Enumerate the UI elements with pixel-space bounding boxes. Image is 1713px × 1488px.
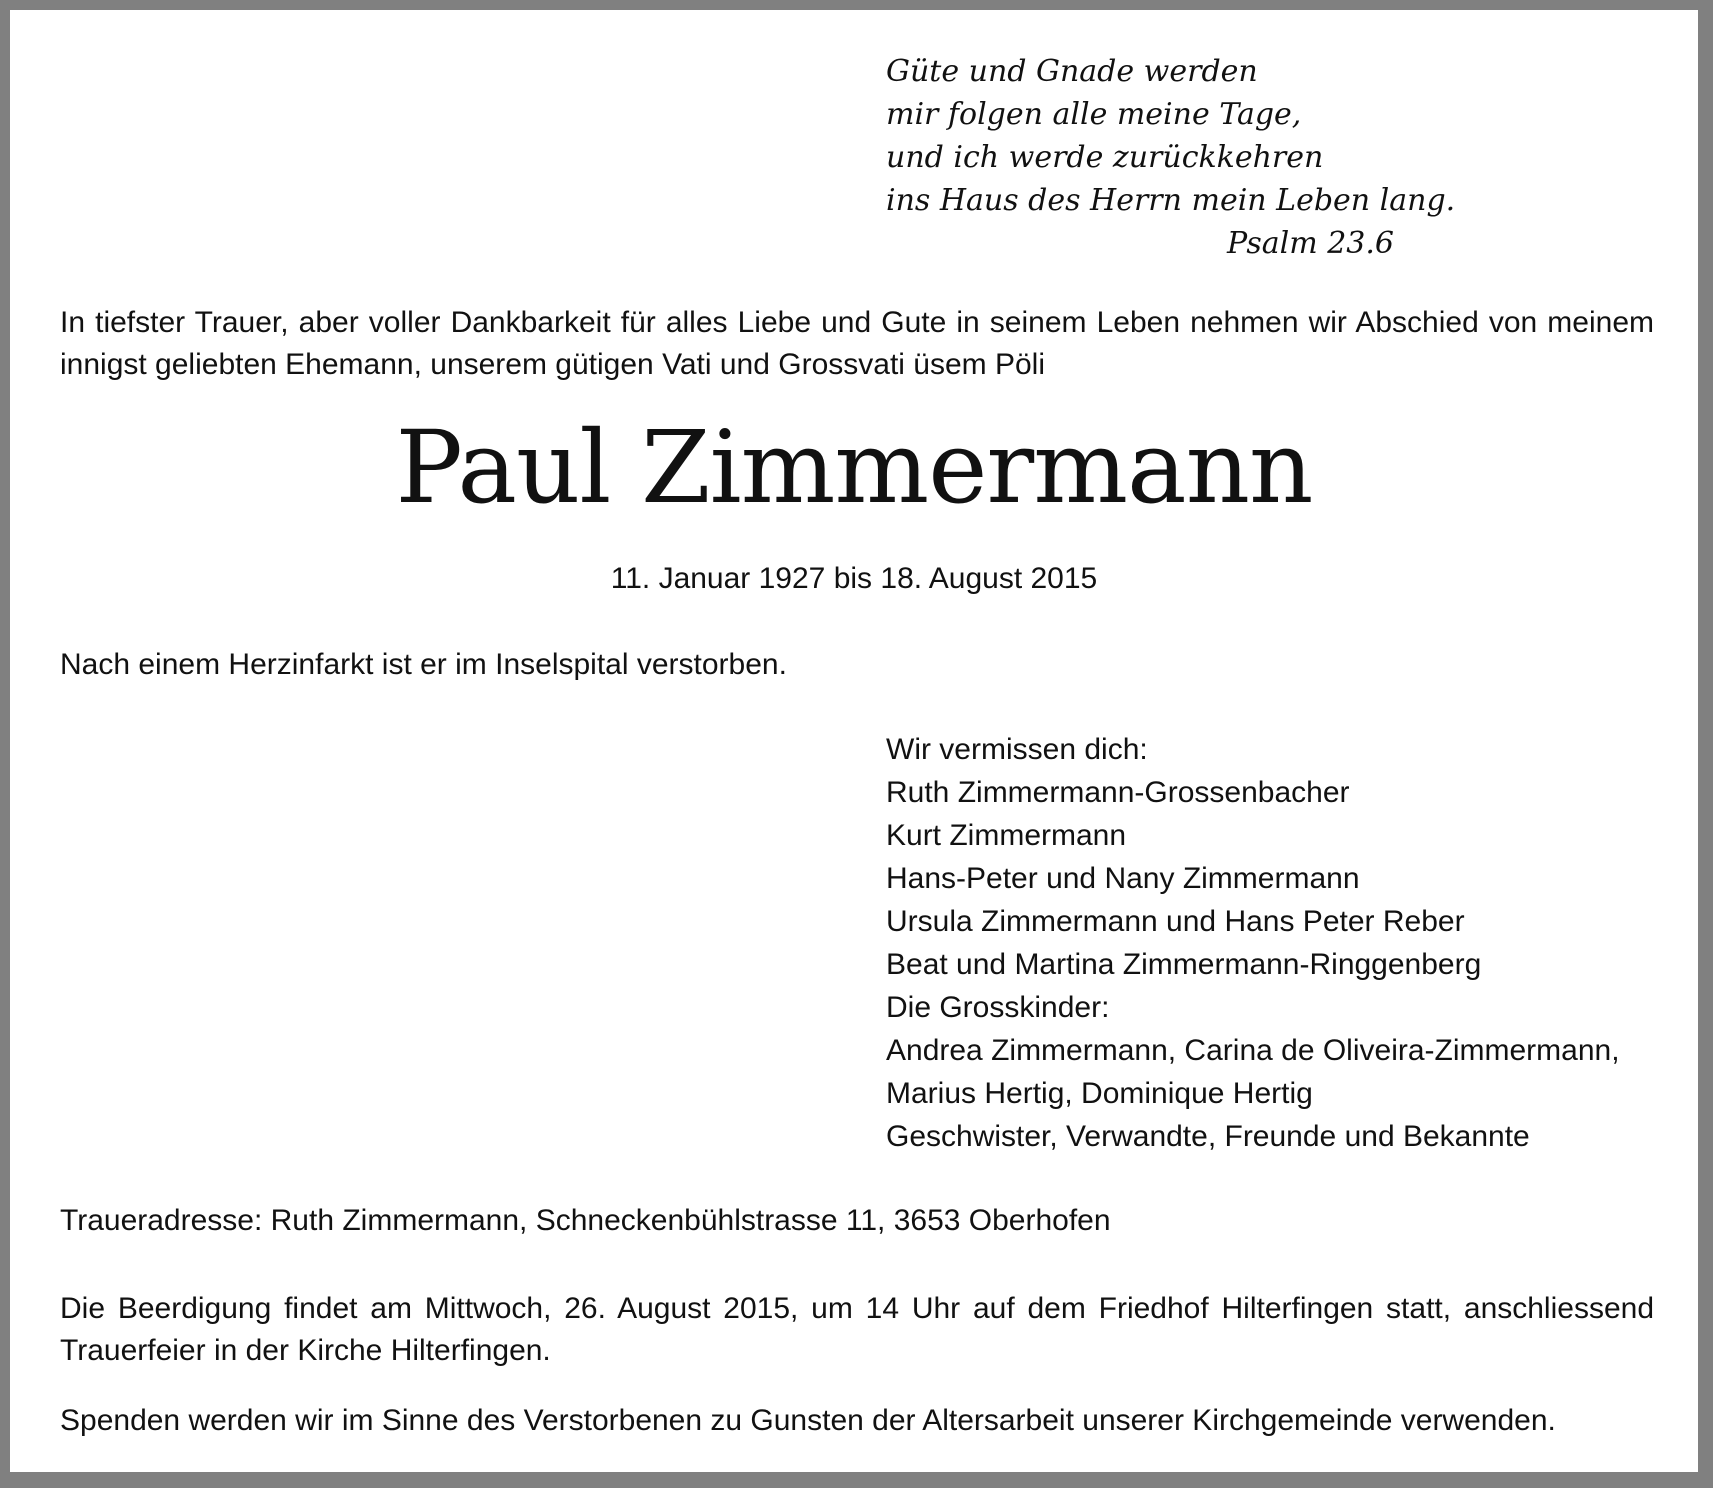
psalm-line: Güte und Gnade werden	[886, 54, 1258, 89]
donations-note: Spenden werden wir im Sinne des Verstorbenen zu Gunsten der Altersarbeit unserer Kirchgemeinde verwenden.	[60, 1404, 1556, 1437]
mourner-line: Marius Hertig, Dominique Hertig	[886, 1077, 1313, 1110]
mourner-line: Kurt Zimmermann	[886, 819, 1127, 852]
obituary-notice	[10, 10, 1698, 1472]
psalm-line: und ich werde zurückkehren	[886, 140, 1324, 175]
death-note: Nach einem Herzinfarkt ist er im Inselspital verstorben.	[60, 648, 787, 681]
life-dates: 11. Januar 1927 bis 18. August 2015	[610, 562, 1098, 595]
mourner-line: Ursula Zimmermann und Hans Peter Reber	[886, 905, 1465, 938]
mourners-list	[886, 728, 1676, 1158]
psalm-quote	[886, 50, 1456, 265]
intro-paragraph: In tiefster Trauer, aber voller Dankbarkeit für alles Liebe und Gute in seinem Leben nehmen wir Abschied von meinem innigst geliebten Ehemann, unserem gütigen Vati und Grossvati üsem Pöli	[60, 306, 1654, 381]
psalm-reference: Psalm 23.6	[1226, 226, 1394, 261]
psalm-line: ins Haus des Herrn mein Leben lang.	[886, 183, 1456, 218]
mourner-line: Ruth Zimmermann-Grossenbacher	[886, 776, 1350, 809]
mourner-line: Andrea Zimmermann, Carina de Oliveira-Zimmermann,	[886, 1034, 1620, 1067]
mourner-line: Die Grosskinder:	[886, 991, 1110, 1024]
mourning-address: Traueradresse: Ruth Zimmermann, Schneckenbühlstrasse 11, 3653 Oberhofen	[60, 1204, 1111, 1237]
psalm-line: mir folgen alle meine Tage,	[886, 97, 1302, 132]
funeral-details: Die Beerdigung findet am Mittwoch, 26. August 2015, um 14 Uhr auf dem Friedhof Hilterfingen statt, anschliessend Trauerfeier in der Kirche Hilterfingen.	[60, 1292, 1654, 1367]
mourner-line: Beat und Martina Zimmermann-Ringgenberg	[886, 948, 1482, 981]
mourners-heading: Wir vermissen dich:	[886, 733, 1148, 766]
mourner-line: Hans-Peter und Nany Zimmermann	[886, 862, 1360, 895]
mourner-line: Geschwister, Verwandte, Freunde und Bekannte	[886, 1120, 1530, 1153]
deceased-name: Paul Zimmermann	[395, 409, 1313, 526]
